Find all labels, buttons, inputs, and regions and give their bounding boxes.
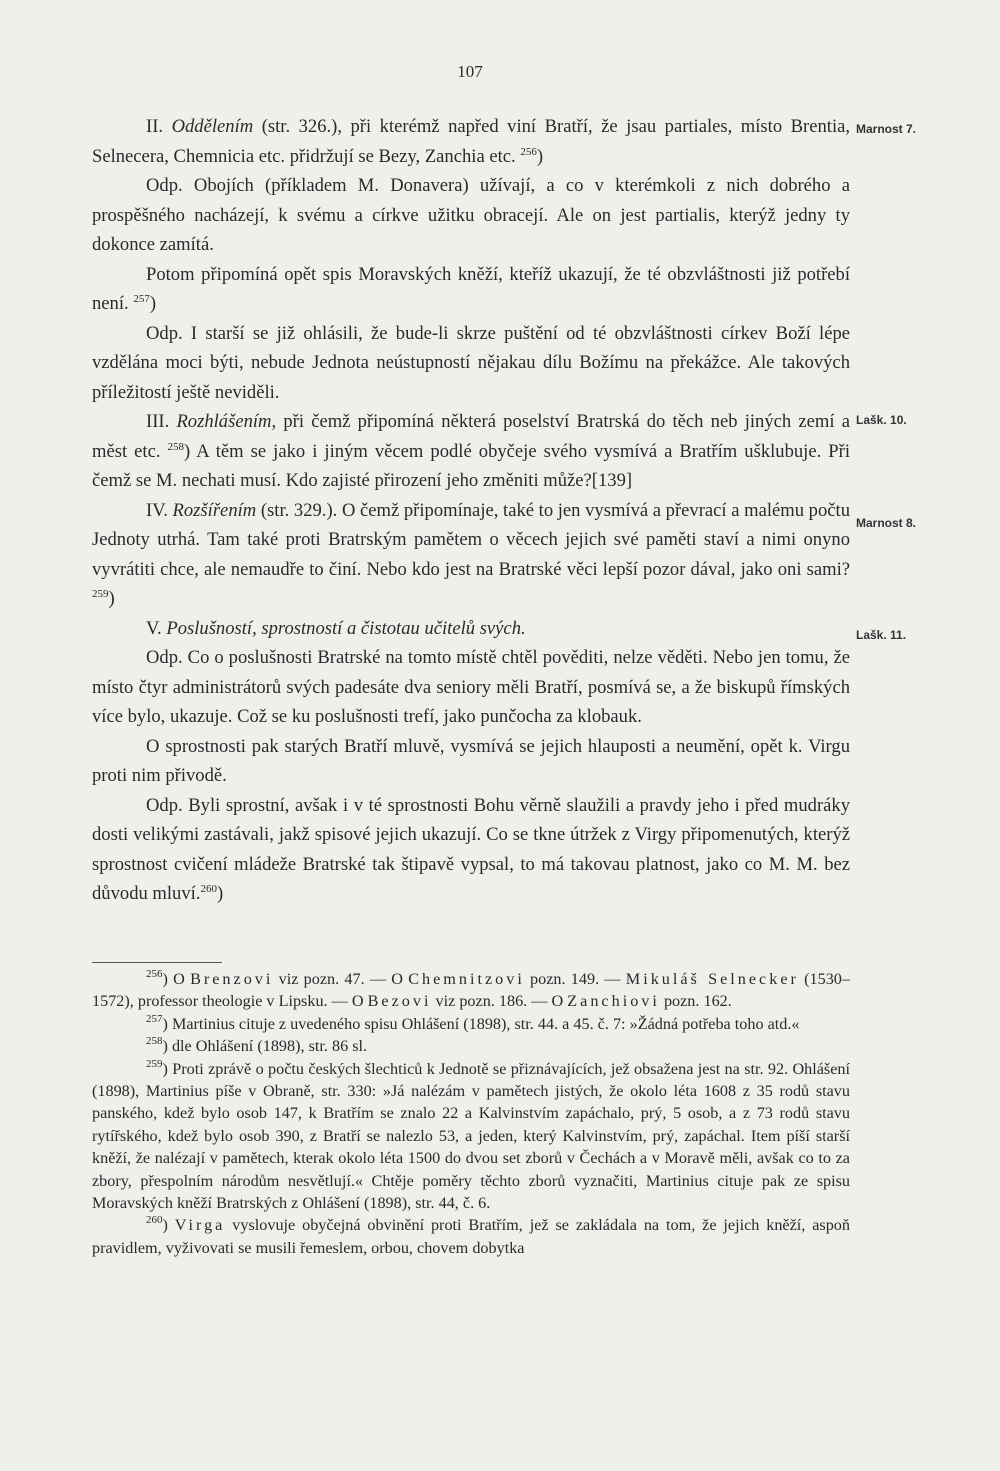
footnote: $^{260}$) Virga vyslovuje obyčejná obvinění proti Bratřím, jež se zakládala na tom, že jejich kněží, aspoň pravidlem, vyživovati se musili řemeslem, orbou, chovem dobytka [92, 1214, 850, 1257]
margin-note: Lašk. 10. [856, 413, 907, 427]
paragraph: Odp. Byli sprostní, avšak i v té sprostnosti Bohu věrně slaužili a pravdy jeho i před mudráky dosti velikými zastávali, jakž spisové jejich ukazují. Co se tkne útržek z Virgy připomenutých, kterýž sprostnost cvičení mládeže Bratrské tak štipavě vypsal, to má takovau platnost, jako co M. M. bez důvodu mluví.$^{260}$) [92, 794, 850, 904]
paragraph: O sprostnosti pak starých Bratří mluvě, vysmívá se jejich hlauposti a neumění, opět k. Virgu proti nim přivodě. [92, 735, 850, 786]
footnote: $^{258}$) dle Ohlášení (1898), str. 86 sl. [146, 1035, 368, 1056]
footnote: $^{257}$) Martinius cituje z uvedeného spisu Ohlášení (1898), str. 44. a 45. č. 7: »Žádná potřeba toho atd.« [146, 1012, 800, 1033]
paragraph: Odp. I starší se již ohlásili, že bude-li skrze puštění od té obzvláštnosti církev Boží lépe vzdělána moci býti, nebude Jednota neústupností nějakau dílu Božímu na překážce. Ale takových příležitostí ještě neviděli. [92, 322, 850, 403]
paragraph: IV. Rozšířením (str. 329.). O čemž připomínaje, také to jen vysmívá a převrací a malému počtu Jednoty utrhá. Tam také proti Bratrským pamětem o věcech jejich své paměti staví a nimi onyno vyvrátiti chce, ale nemaudře to činí. Nebo kdo jest na Bratrské věci lepší pozor dával, jako oni sami? $^{259}$) [92, 499, 850, 609]
main-text [92, 112, 850, 909]
footnotes [92, 968, 850, 1259]
footnote: $^{259}$) Proti zprávě o počtu českých šlechticů k Jednotě se přiznávajících, jež obsažena jest na str. 92. Ohlášení (1898), Martinius píše v Obraně, str. 330: »Já nalézám v pamětech jistých, že okolo léta 1608 z 35 rodů stavu panského, kdež bylo osob 147, k Bratřím se znalo 22 a Kalvinstvím zapáchalo, prý, 5 osob, a z 73 rodů stavu rytířského, kdež bylo osob 390, z Bratří se nalezlo 53, a jeden, který Kalvinstvím, prý, zapáchal. Item píší starší kněží, že nalézají v pamětech, kterak okolo léta 1500 do dvou set zborů v Čechách a v Moravě měli, avšak co to za zbory, přespolním národům nesvětlují.« Chtěje poměry těchto zborů vyznačiti, Martinius cituje pak ze spisu Moravských kněží Bratrských z Ohlášení (1898), str. 44, č. 6. [92, 1057, 851, 1213]
margin-note: Marnost 8. [856, 516, 917, 530]
margin-note: Lašk. 11. [856, 628, 907, 642]
paragraph: Odp. Obojích (příkladem M. Donavera) užívají, a co v kterémkoli z nich dobrého a prospěšného nacházejí, k svému a církve užitku obracejí. Ale on jest partialis, kterýž jedny ty dokonce zamítá. [92, 175, 850, 255]
margin-note: Marnost 7. [856, 122, 917, 136]
footnote: $^{256}$) O Brenzovi viz pozn. 47. — O Chemnitzovi pozn. 149. — Mikuláš Selnecker (1530–1572), professor theologie v Lipsku. — O Bezovi viz pozn. 186. — O Zanchiovi pozn. 162. [92, 968, 850, 1011]
paragraph: Potom připomíná opět spis Moravských kněží, kteříž ukazují, že té obzvláštnosti již potřebí není. $^{257}$) [92, 263, 850, 314]
paragraph: Odp. Co o poslušnosti Bratrské na tomto místě chtěl pověditi, nelze věděti. Nebo jen tomu, že místo čtyr administrátorů svých padesáte dva seniory měli Bratří, posmívá se, a že biskupů římských více bylo, ukazuje. Což se ku poslušnosti trefí, jako punčocha za klobauk. [92, 647, 850, 727]
paragraph: II. Oddělením (str. 326.), při kterémž napřed viní Bratří, že jsau partiales, místo Brentia, Selnecera, Chemnicia etc. přidržují se Bezy, Zanchia etc. $^{256}$) [92, 116, 851, 167]
page-number: 107 [457, 62, 483, 81]
paragraph: V. Poslušností, sprostností a čistotau učitelů svých. [146, 617, 526, 639]
footnote-divider [92, 962, 222, 963]
paragraph: III. Rozhlášením, při čemž připomíná některá poselství Bratrská do těch neb jiných zemí a měst etc. $^{258}$) A těm se jako i jiným věcem podlé obyčeje svého vysmívá a Bratřím ušklubuje. Při čemž se M. nechati musí. Kdo zajisté přirození jeho změniti může?[139] [92, 411, 851, 491]
